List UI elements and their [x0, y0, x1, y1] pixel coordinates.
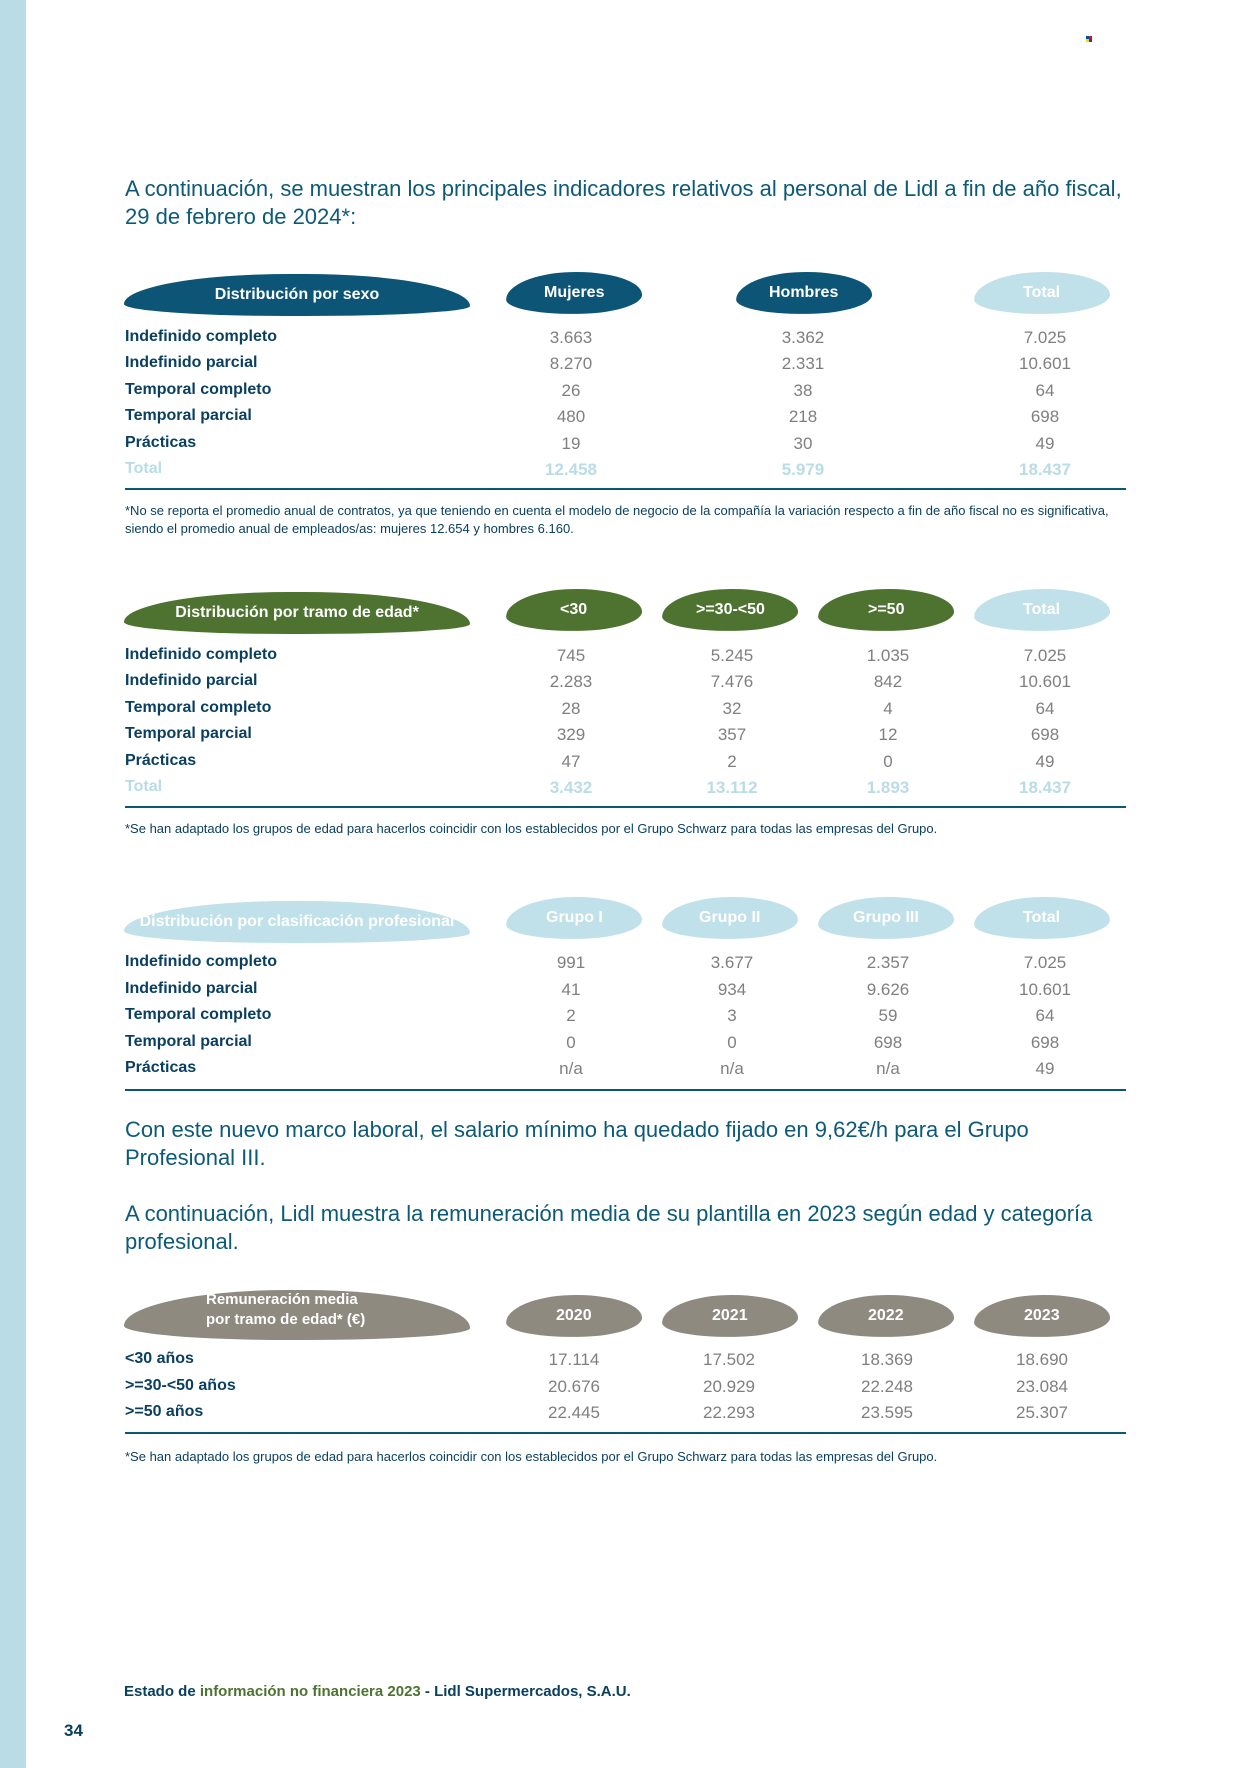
table-total-row: Total 12.458 5.979 18.437	[125, 460, 1071, 479]
salary-text: Con este nuevo marco laboral, el salario mínimo ha quedado fijado en 9,62€/h para el Grupo Profesional III.	[125, 1117, 1029, 1170]
table-divider	[125, 1089, 1126, 1091]
table-prof-title: Distribución por clasificación profesional	[124, 901, 470, 943]
remuneration-intro-text: A continuación, Lidl muestra la remuneración media de su plantilla en 2023 según edad y categoría profesional.	[125, 1201, 1093, 1254]
table-row: Indefinido completo 991 3.677 2.357 7.025	[125, 953, 1067, 972]
table-divider	[125, 488, 1126, 490]
header-over-50: >=50	[817, 587, 954, 633]
table-row: Temporal parcial 480 218 698	[125, 407, 1060, 426]
table-row: Prácticas 47 2 0 49	[125, 752, 1055, 771]
table-note: *Se han adaptado los grupos de edad para hacerlos coincidir con los establecidos por el Grupo Schwarz para todas las empresas del Grupo.	[125, 1449, 938, 1464]
table-row: Temporal completo 26 38 64	[125, 381, 1055, 400]
header-30-50: >=30-<50	[661, 587, 798, 633]
table-row: Indefinido completo 745 5.245 1.035 7.025	[125, 646, 1067, 665]
header-2023: 2023	[973, 1293, 1110, 1339]
header-mujeres: Mujeres	[505, 270, 642, 316]
header-total: Total	[973, 895, 1110, 941]
table-note: *Se han adaptado los grupos de edad para hacerlos coincidir con los establecidos por el Grupo Schwarz para todas las empresas del Grupo.	[125, 821, 938, 836]
table-divider	[125, 1432, 1126, 1434]
table-note: *No se reporta el promedio anual de contratos, ya que teniendo en cuenta el modelo de negocio de la compañía la variación respecto a fin de año fiscal no es significativa, siendo el promedio anual de empleados/as: mujeres 12.654 y hombres 6.160.	[125, 503, 1109, 536]
header-total: Total	[973, 270, 1110, 316]
table-row: >=50 años 22.445 22.293 23.595 25.307	[125, 1403, 1068, 1422]
table-row: >=30-<50 años 20.676 20.929 22.248 23.084	[125, 1377, 1068, 1396]
lidl-logo-icon	[1086, 36, 1093, 43]
table-row: <30 años 17.114 17.502 18.369 18.690	[125, 1350, 1068, 1369]
table-total-row: Total 3.432 13.112 1.893 18.437	[125, 778, 1071, 797]
table-sex-title: Distribución por sexo	[124, 274, 470, 316]
header-hombres: Hombres	[735, 270, 872, 316]
table-row: Temporal parcial 329 357 12 698	[125, 725, 1060, 744]
table-row: Indefinido parcial 2.283 7.476 842 10.601	[125, 672, 1071, 691]
footer-title: Estado de información no financiera 2023 - Lidl Supermercados, S.A.U.	[124, 1683, 631, 1700]
table-row: Indefinido parcial 41 934 9.626 10.601	[125, 980, 1071, 999]
table-row: Prácticas n/a n/a n/a 49	[125, 1059, 1055, 1078]
table-divider	[125, 806, 1126, 808]
header-2020: 2020	[505, 1293, 642, 1339]
header-grupo-3: Grupo III	[817, 895, 954, 941]
page-number: 34	[64, 1721, 83, 1740]
header-grupo-1: Grupo I	[505, 895, 642, 941]
header-2021: 2021	[661, 1293, 798, 1339]
left-margin-bar	[0, 0, 26, 1768]
table-row: Temporal parcial 0 0 698 698	[125, 1033, 1060, 1052]
intro-text: A continuación, se muestran los principales indicadores relativos al personal de Lidl a fin de año fiscal, 29 de febrero de 2024*:	[125, 176, 1122, 229]
header-total: Total	[973, 587, 1110, 633]
table-age-title: Distribución por tramo de edad*	[124, 592, 470, 634]
header-under-30: <30	[505, 587, 642, 633]
header-2022: 2022	[817, 1293, 954, 1339]
table-row: Indefinido completo 3.663 3.362 7.025	[125, 328, 1067, 347]
table-row: Temporal completo 28 32 4 64	[125, 699, 1055, 718]
header-grupo-2: Grupo II	[661, 895, 798, 941]
table-row: Prácticas 19 30 49	[125, 434, 1055, 453]
table-row: Indefinido parcial 8.270 2.331 10.601	[125, 354, 1071, 373]
table-pay-title: Remuneración media por tramo de edad* (€)	[124, 1290, 470, 1340]
table-row: Temporal completo 2 3 59 64	[125, 1006, 1055, 1025]
